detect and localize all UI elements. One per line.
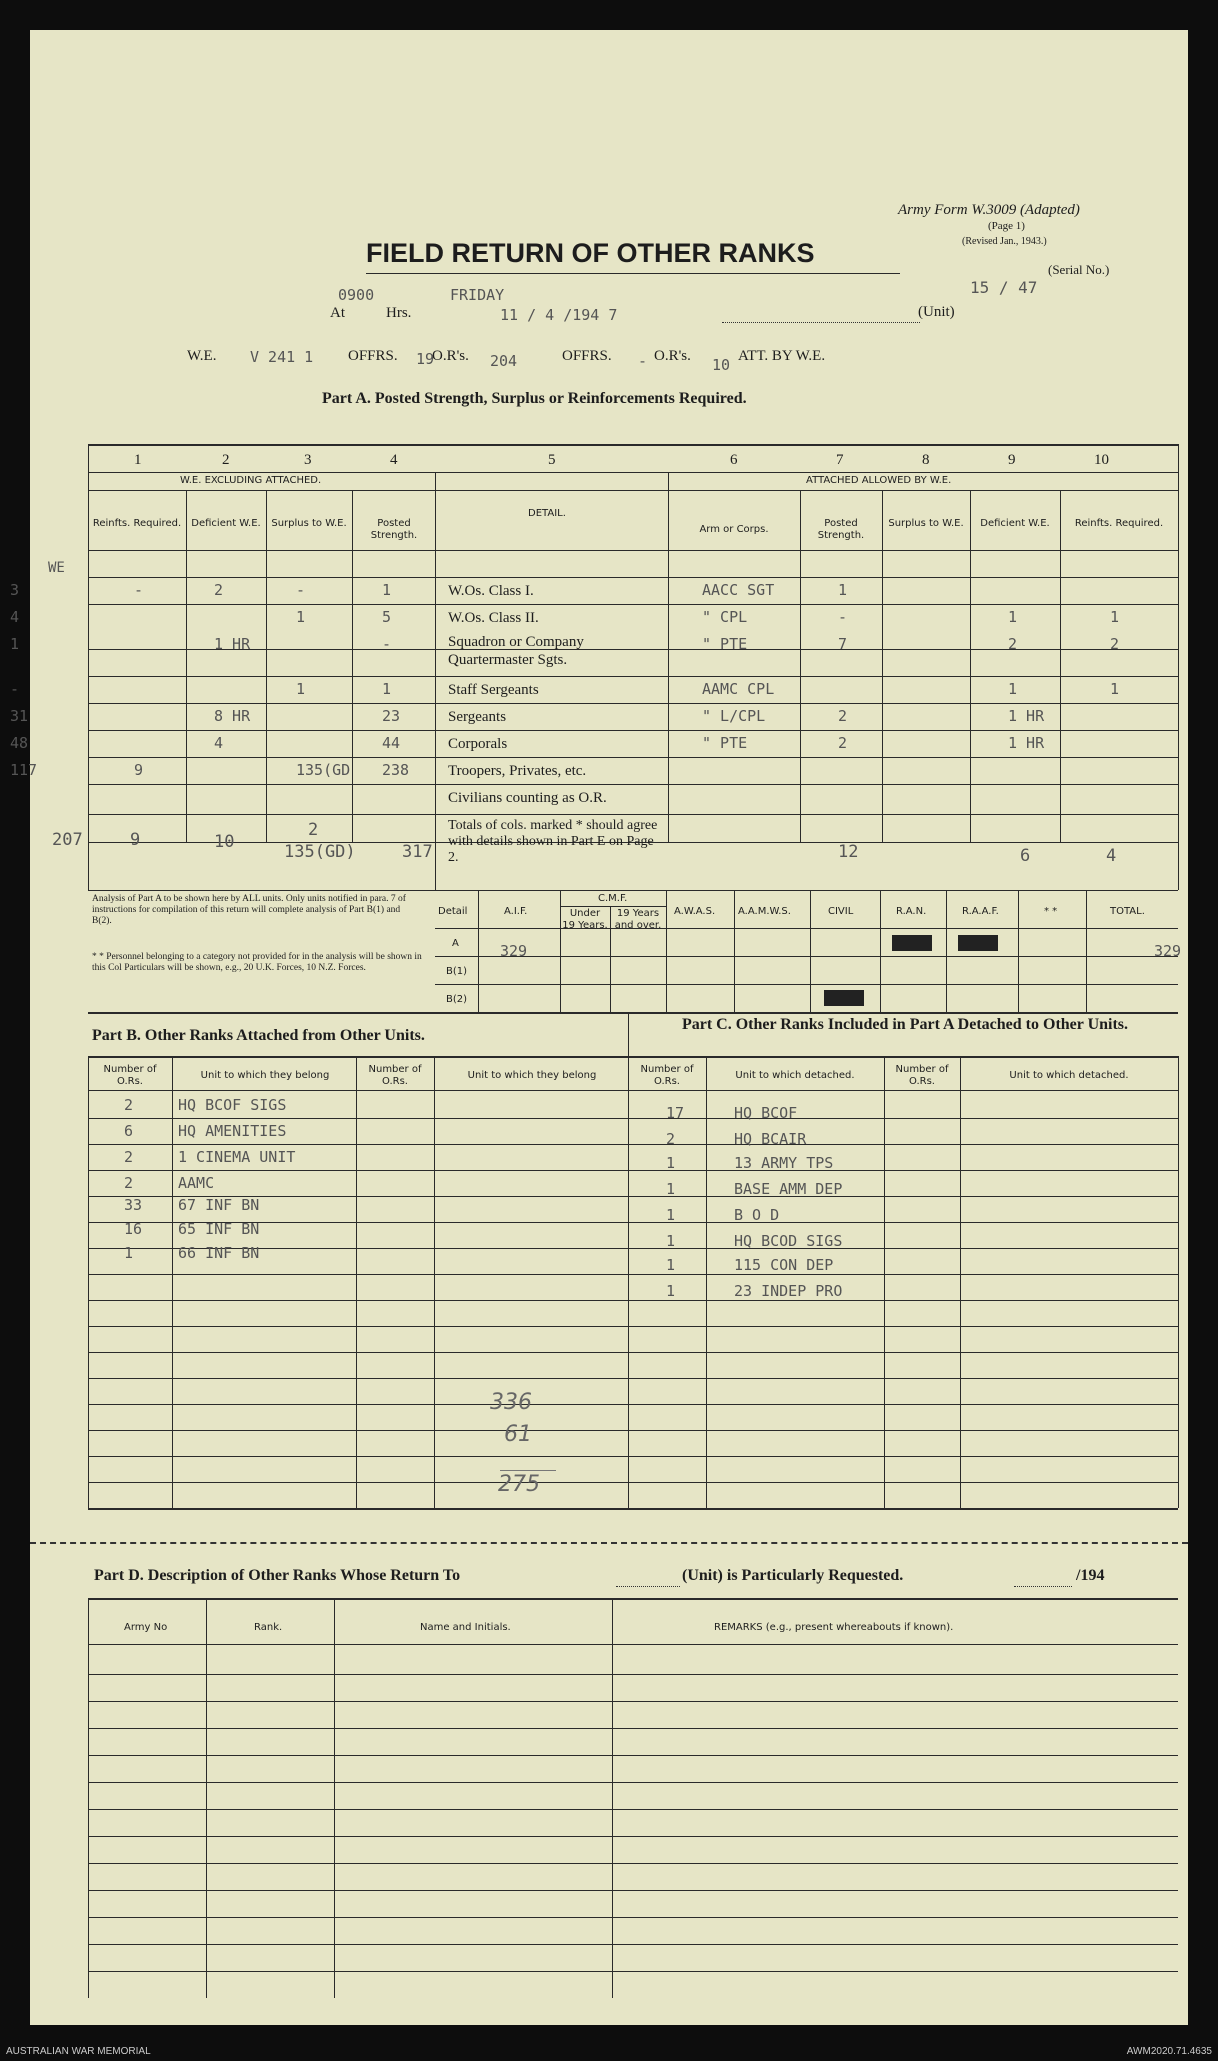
att-reinfts-header: Reinfts. Required. [1074, 518, 1164, 529]
part-a-cell-c6: " PTE [702, 734, 748, 752]
part-b-unit: 67 INF BN [178, 1196, 260, 1214]
part-b-number: 2 [124, 1148, 134, 1166]
redaction-block [958, 935, 998, 951]
part-a-detail-label: Civilians counting as O.R. [448, 790, 607, 806]
att-by-we-label: ATT. BY W.E. [738, 348, 826, 364]
offrs-value: 19 [416, 350, 435, 368]
part-b-title: Part B. Other Ranks Attached from Other Units. [92, 1027, 425, 1044]
part-c-unit: HQ BCAIR [734, 1130, 807, 1148]
att-deficient-header: Deficient W.E. [980, 518, 1050, 529]
attached-allowed-header: ATTACHED ALLOWED BY W.E. [806, 475, 952, 486]
part-a-cell-c6: " L/CPL [702, 707, 766, 725]
form-page [10, 30, 1188, 2025]
part-b-unit-header-1: Unit to which they belong [200, 1070, 330, 1081]
part-b-number-header-1: Number of O.Rs. [103, 1064, 157, 1087]
analysis-19over-header: 19 Years and over. [614, 908, 662, 931]
hand-calc-3: 275 [498, 1472, 540, 1497]
surplus-we-header: Surplus to W.E. [271, 518, 347, 529]
analysis-aif-header: A.I.F. [504, 906, 528, 917]
part-c-number: 17 [666, 1104, 685, 1122]
part-c-unit: HQ BCOD SIGS [734, 1232, 843, 1250]
analysis-other-header: * * [1044, 906, 1058, 917]
col-number-4: 4 [390, 452, 398, 468]
unit-label: (Unit) [918, 304, 955, 320]
part-b-number: 2 [124, 1096, 134, 1114]
part-d-title-date: /194 [1076, 1567, 1105, 1584]
totals-att-deficient: 6 [1020, 846, 1031, 866]
part-a-detail-label: W.Os. Class II. [448, 610, 539, 626]
form-title: FIELD RETURN OF OTHER RANKS [366, 238, 815, 268]
totals-surplus: 135(GD) [284, 842, 356, 862]
part-c-number: 1 [666, 1206, 676, 1224]
part-a-detail-label: Staff Sergeants [448, 682, 539, 698]
analysis-row-a: A [452, 938, 459, 949]
we-excluding-attached-header: W.E. EXCLUDING ATTACHED. [180, 475, 322, 486]
att-surplus-header: Surplus to W.E. [888, 518, 964, 529]
analysis-cmf-header: C.M.F. [598, 893, 628, 904]
col-number-6: 6 [730, 452, 738, 468]
part-a-detail-label: W.Os. Class I. [448, 583, 534, 599]
part-a-cell-margin: 4 [10, 608, 20, 626]
part-a-title: Part A. Posted Strength, Surplus or Reinforcements Required. [322, 390, 747, 407]
part-b-unit: 65 INF BN [178, 1220, 260, 1238]
totals-att-posted: 12 [838, 842, 859, 862]
part-a-cell-c10: 2 [1110, 635, 1120, 653]
totals-reinfts: 9 [130, 830, 141, 850]
part-a-cell-c2: 8 HR [214, 707, 251, 725]
col-number-1: 1 [134, 452, 142, 468]
detail-header: DETAIL. [528, 508, 566, 519]
analysis-detail-header: Detail [438, 906, 468, 917]
we-value: V 241 1 [250, 348, 314, 366]
att-offrs-value: - [638, 352, 648, 370]
part-b-unit-header-2: Unit to which they belong [467, 1070, 597, 1081]
part-c-unit: 23 INDEP PRO [734, 1282, 843, 1300]
redaction-block [824, 990, 864, 1006]
analysis-ran-header: R.A.N. [896, 906, 927, 917]
part-a-cell-c9: 1 [1008, 608, 1018, 626]
part-a-detail-label: Squadron or Company Quartermaster Sgts. [448, 634, 584, 668]
form-revised: (Revised Jan., 1943.) [962, 236, 1047, 247]
col-number-7: 7 [836, 452, 844, 468]
part-b-number: 16 [124, 1220, 143, 1238]
part-a-detail-label: Troopers, Privates, etc. [448, 763, 587, 779]
hrs-label: Hrs. [386, 305, 412, 321]
part-b-number: 33 [124, 1196, 143, 1214]
analysis-under19-header: Under 19 Years. [562, 908, 608, 931]
part-a-cell-margin: - [10, 680, 20, 698]
part-d-title-unit: (Unit) is Particularly Requested. [682, 1567, 904, 1584]
col-number-8: 8 [922, 452, 930, 468]
analysis-awas-header: A.W.A.S. [674, 906, 716, 917]
col-number-9: 9 [1008, 452, 1016, 468]
part-b-unit: AAMC [178, 1174, 215, 1192]
part-b-number-header-2: Number of O.Rs. [368, 1064, 422, 1087]
ors-label: O.R's. [432, 348, 469, 364]
form-page-number: (Page 1) [988, 220, 1025, 232]
posted-strength-header: Posted Strength. [370, 518, 418, 541]
part-a-cell-margin: 1 [10, 635, 20, 653]
part-a-cell-c10: 1 [1110, 608, 1120, 626]
part-a-cell-c7: - [838, 608, 848, 626]
part-a-cell-c9: 1 [1008, 680, 1018, 698]
part-a-cell-c10: 1 [1110, 680, 1120, 698]
part-a-detail-label: Corporals [448, 736, 508, 752]
part-a-cell-c2: 2 [214, 581, 224, 599]
part-c-number: 1 [666, 1154, 676, 1172]
hour-value: 0900 [338, 286, 375, 304]
part-c-number: 1 [666, 1232, 676, 1250]
part-d-title: Part D. Description of Other Ranks Whose Return To [94, 1567, 461, 1584]
analysis-note-2: * * Personnel belonging to a category not provided for in the analysis will be shown in this Col Particulars will be shown, e.g., 20 U.K. Forces, 10 N.Z. Forces. [92, 952, 422, 973]
part-a-cell-c2: 1 HR [214, 635, 251, 653]
part-a-cell-c4: 1 [382, 680, 392, 698]
part-a-cell-margin: 48 [10, 734, 29, 752]
reinfts-required-header: Reinfts. Required. [92, 518, 182, 529]
part-a-cell-c6: " CPL [702, 608, 748, 626]
part-c-unit-header-2: Unit to which detached. [1009, 1070, 1129, 1081]
analysis-row-b2: B(2) [446, 994, 468, 1005]
part-a-cell-c3: 1 [296, 680, 306, 698]
part-b-unit: HQ BCOF SIGS [178, 1096, 287, 1114]
analysis-row-b1: B(1) [446, 966, 468, 977]
part-c-number: 1 [666, 1180, 676, 1198]
we-label: W.E. [187, 348, 217, 364]
part-c-unit: BASE AMM DEP [734, 1180, 843, 1198]
deficient-we-header: Deficient W.E. [191, 518, 261, 529]
totals-surplus-top: 2 [308, 820, 319, 840]
serial-value: 15 / 47 [970, 278, 1038, 297]
att-ors-label: O.R's. [654, 348, 691, 364]
part-a-cell-c4: 1 [382, 581, 392, 599]
part-a-cell-c7: 2 [838, 734, 848, 752]
col-number-5: 5 [548, 452, 556, 468]
part-d-name-header: Name and Initials. [420, 1622, 511, 1633]
part-c-number: 1 [666, 1256, 676, 1274]
analysis-margin-total: 329 [1154, 942, 1182, 960]
part-a-cell-c9: 2 [1008, 635, 1018, 653]
part-c-title: Part C. Other Ranks Included in Part A Detached to Other Units. [681, 1016, 1129, 1033]
col-number-3: 3 [304, 452, 312, 468]
part-d-rank-header: Rank. [254, 1622, 283, 1633]
part-a-cell-margin: 31 [10, 707, 29, 725]
totals-att-reinfts: 4 [1106, 846, 1117, 866]
part-a-cell-c4: 238 [382, 761, 410, 779]
part-a-cell-c3: - [296, 581, 306, 599]
margin-we-label: WE [48, 560, 65, 576]
part-a-cell-c6: AAMC CPL [702, 680, 775, 698]
part-c-number: 1 [666, 1282, 676, 1300]
part-a-cell-c6: " PTE [702, 635, 748, 653]
analysis-aamws-header: A.A.M.W.S. [738, 906, 791, 917]
part-b-number: 1 [124, 1244, 134, 1262]
part-b-number: 6 [124, 1122, 134, 1140]
part-c-unit: 115 CON DEP [734, 1256, 834, 1274]
totals-posted-strength: 317 [402, 842, 433, 862]
att-posted-strength-header: Posted Strength. [817, 518, 865, 541]
part-a-cell-c1: - [134, 581, 144, 599]
part-a-cell-c7: 1 [838, 581, 848, 599]
analysis-total-header: TOTAL. [1110, 906, 1145, 917]
part-b-unit: HQ AMENITIES [178, 1122, 287, 1140]
analysis-raaf-header: R.A.A.F. [962, 906, 999, 917]
footer-archive: AUSTRALIAN WAR MEMORIAL [6, 2046, 151, 2057]
part-c-unit-header-1: Unit to which detached. [735, 1070, 855, 1081]
part-a-cell-c3: 1 [296, 608, 306, 626]
part-a-cell-c4: 23 [382, 707, 401, 725]
form-number: Army Form W.3009 (Adapted) [898, 202, 1080, 218]
part-d-remarks-header: REMARKS (e.g., present whereabouts if known). [714, 1622, 954, 1633]
part-a-cell-c4: - [382, 635, 392, 653]
footer-reference: AWM2020.71.4635 [1126, 2046, 1212, 2057]
hand-calc-2: 61 [504, 1422, 532, 1447]
part-b-number: 2 [124, 1174, 134, 1192]
totals-detail: Totals of cols. marked * should agree with details shown in Part E on Page 2. [448, 818, 658, 865]
part-a-cell-c9: 1 HR [1008, 734, 1045, 752]
part-a-cell-c7: 7 [838, 635, 848, 653]
part-a-cell-c2: 4 [214, 734, 224, 752]
part-c-number-header-2: Number of O.Rs. [895, 1064, 949, 1087]
att-offrs-label: OFFRS. [562, 348, 612, 364]
totals-margin: 207 [52, 830, 83, 850]
part-c-number: 2 [666, 1130, 676, 1148]
analysis-note-1: Analysis of Part A to be shown here by ALL units. Only units notified in para. 7 of instructions for compilation of this return will complete analysis of Part B(1) and B(2). [92, 894, 406, 926]
redaction-block [892, 935, 932, 951]
part-b-unit: 1 CINEMA UNIT [178, 1148, 296, 1166]
offrs-label: OFFRS. [348, 348, 398, 364]
date-value: 11 / 4 /194 7 [500, 306, 618, 324]
analysis-aif-value: 329 [500, 942, 528, 960]
totals-deficient: 10 [214, 832, 235, 852]
at-label: At [330, 305, 345, 321]
part-a-cell-c4: 5 [382, 608, 392, 626]
part-c-unit: B O D [734, 1206, 780, 1224]
ors-value: 204 [490, 352, 518, 370]
part-a-cell-c7: 2 [838, 707, 848, 725]
part-c-number-header-1: Number of O.Rs. [640, 1064, 694, 1087]
part-c-unit: HQ BCOF [734, 1104, 798, 1122]
part-b-unit: 66 INF BN [178, 1244, 260, 1262]
part-a-cell-margin: 3 [10, 581, 20, 599]
analysis-civil-header: CIVIL [828, 906, 854, 917]
hand-calc-1: 336 [490, 1390, 532, 1415]
part-a-cell-c6: AACC SGT [702, 581, 775, 599]
part-d-army-no-header: Army No [124, 1622, 168, 1633]
part-c-unit: 13 ARMY TPS [734, 1154, 834, 1172]
part-a-cell-c4: 44 [382, 734, 401, 752]
arm-corps-header: Arm or Corps. [699, 524, 769, 535]
part-a-cell-c9: 1 HR [1008, 707, 1045, 725]
col-number-2: 2 [222, 452, 230, 468]
part-a-cell-c1: 9 [134, 761, 144, 779]
part-a-cell-margin: 117 [10, 761, 38, 779]
part-a-cell-c3: 135(GD [296, 761, 351, 779]
col-number-10: 10 [1094, 452, 1109, 468]
part-a-detail-label: Sergeants [448, 709, 507, 725]
serial-label: (Serial No.) [1048, 262, 1110, 277]
day-value: FRIDAY [450, 286, 505, 304]
att-ors-value: 10 [712, 356, 731, 374]
